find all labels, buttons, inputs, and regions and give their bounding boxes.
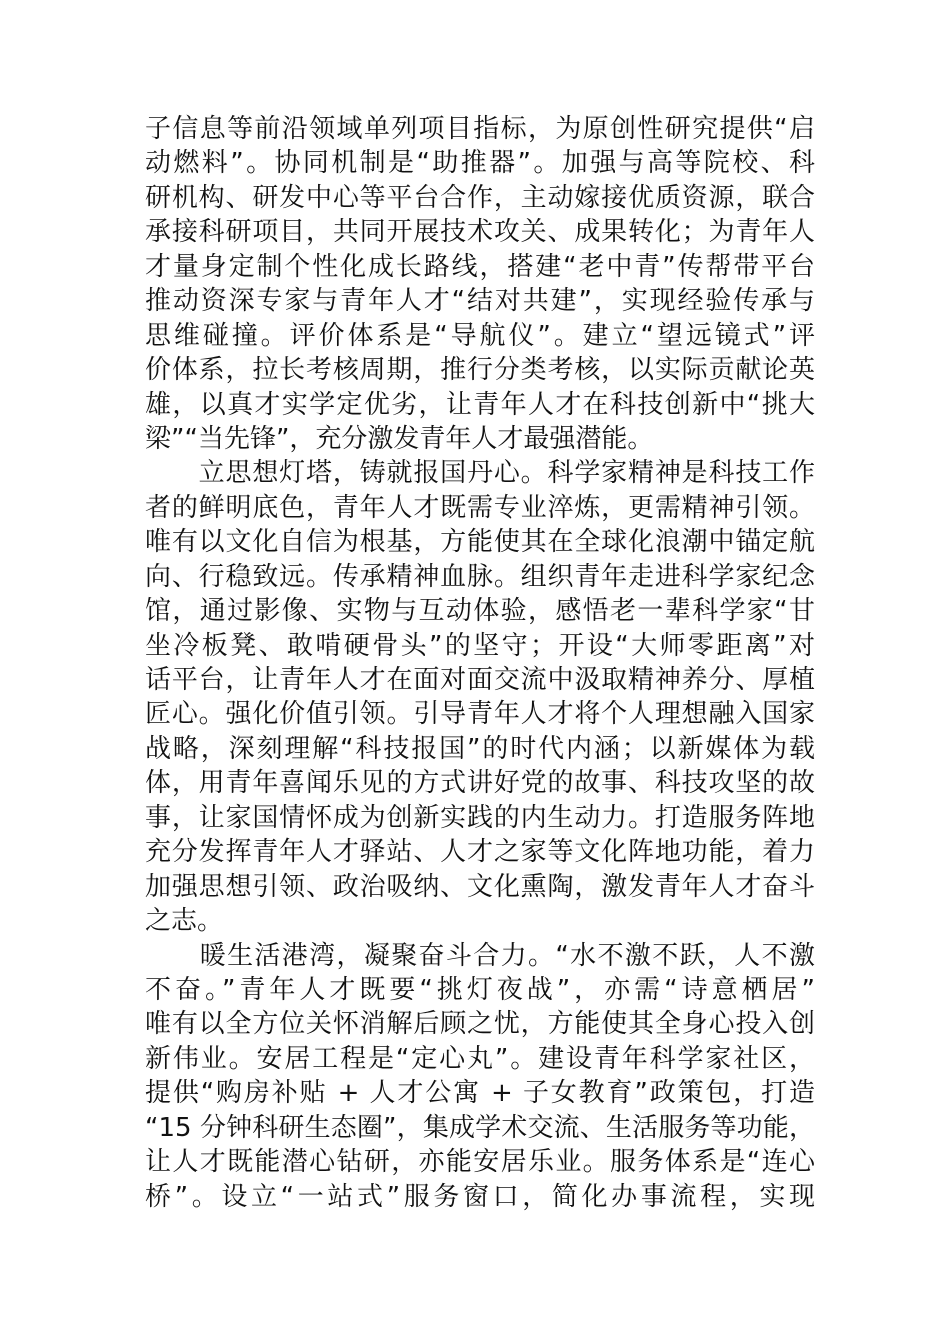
text-line: 唯有以文化自信为根基，方能使其在全球化浪潮中锚定航 <box>145 527 815 558</box>
text-line: 坐冷板凳、敢啃硬骨头”的坚守；开设“大师零距离”对 <box>145 630 815 661</box>
text-line: 承接科研项目，共同开展技术攻关、成果转化；为青年人 <box>145 217 815 248</box>
text-line: 新伟业。安居工程是“定心丸”。建设青年科学家社区， <box>145 1043 815 1074</box>
text-line: 子信息等前沿领域单列项目指标，为原创性研究提供“启 <box>145 114 815 144</box>
text-line: 事，让家国情怀成为创新实践的内生动力。打造服务阵地 <box>145 802 815 833</box>
paragraph-ideological-beacon <box>145 456 815 938</box>
text-line: 雄，以真才实学定优劣，让青年人才在科技创新中“挑大 <box>145 389 815 420</box>
text-line: 价体系，拉长考核周期，推行分类考核，以实际贡献论英 <box>145 355 815 386</box>
text-line: 推动资深专家与青年人才“结对共建”，实现经验传承与 <box>145 286 815 317</box>
text-line: 研机构、研发中心等平台合作，主动嫁接优质资源，联合 <box>145 182 815 213</box>
text-line: 梁”“当先锋”，充分激发青年人才最强潜能。 <box>145 423 654 454</box>
text-line: 才量身定制个性化成长路线，搭建“老中青”传帮带平台 <box>145 251 815 282</box>
text-line: 立思想灯塔，铸就报国丹心。科学家精神是科技工作 <box>145 458 815 489</box>
text-line: 馆，通过影像、实物与互动体验，感悟老一辈科学家“甘 <box>145 596 815 627</box>
text-line: 话平台，让青年人才在面对面交流中汲取精神养分、厚植 <box>145 665 815 695</box>
text-line: 提供“购房补贴 + 人才公寓 + 子女教育”政策包，打造 <box>145 1078 815 1109</box>
text-line: 体，用青年喜闻乐见的方式讲好党的故事、科技攻坚的故 <box>145 768 815 799</box>
text-line: 向、行稳致远。传承精神血脉。组织青年走进科学家纪念 <box>145 561 815 592</box>
text-line: 暖生活港湾，凝聚奋斗合力。“水不激不跃，人不激 <box>145 940 815 971</box>
text-line: 让人才既能潜心钻研，亦能安居乐业。服务体系是“连心 <box>145 1147 815 1178</box>
text-line: 思维碰撞。评价体系是“导航仪”。建立“望远镜式”评 <box>145 320 815 351</box>
paragraph-life-harbor <box>145 939 815 1215</box>
text-line: 战略，深刻理解“科技报国”的时代内涵；以新媒体为载 <box>145 733 815 764</box>
text-line: 充分发挥青年人才驿站、人才之家等文化阵地功能，着力 <box>145 837 815 868</box>
paragraph-talent-mechanism <box>145 112 815 456</box>
text-line: 不奋。”青年人才既要“挑灯夜战”，亦需“诗意栖居” <box>145 974 815 1005</box>
text-line: 动燃料”。协同机制是“助推器”。加强与高等院校、科 <box>145 148 815 179</box>
text-line: 唯有以全方位关怀消解后顾之忧，方能使其全身心投入创 <box>145 1009 815 1040</box>
text-line: 加强思想引领、政治吸纳、文化熏陶，激发青年人才奋斗 <box>145 871 815 902</box>
text-line: “15 分钟科研生态圈”，集成学术交流、生活服务等功能， <box>145 1112 815 1143</box>
text-line: 者的鲜明底色，青年人才既需专业淬炼，更需精神引领。 <box>145 492 815 523</box>
text-line: 桥”。设立“一站式”服务窗口，简化办事流程，实现 <box>145 1181 815 1212</box>
text-line: 匠心。强化价值引领。引导青年人才将个人理想融入国家 <box>145 699 815 730</box>
text-line: 之志。 <box>145 906 224 937</box>
document-body <box>145 112 815 1214</box>
